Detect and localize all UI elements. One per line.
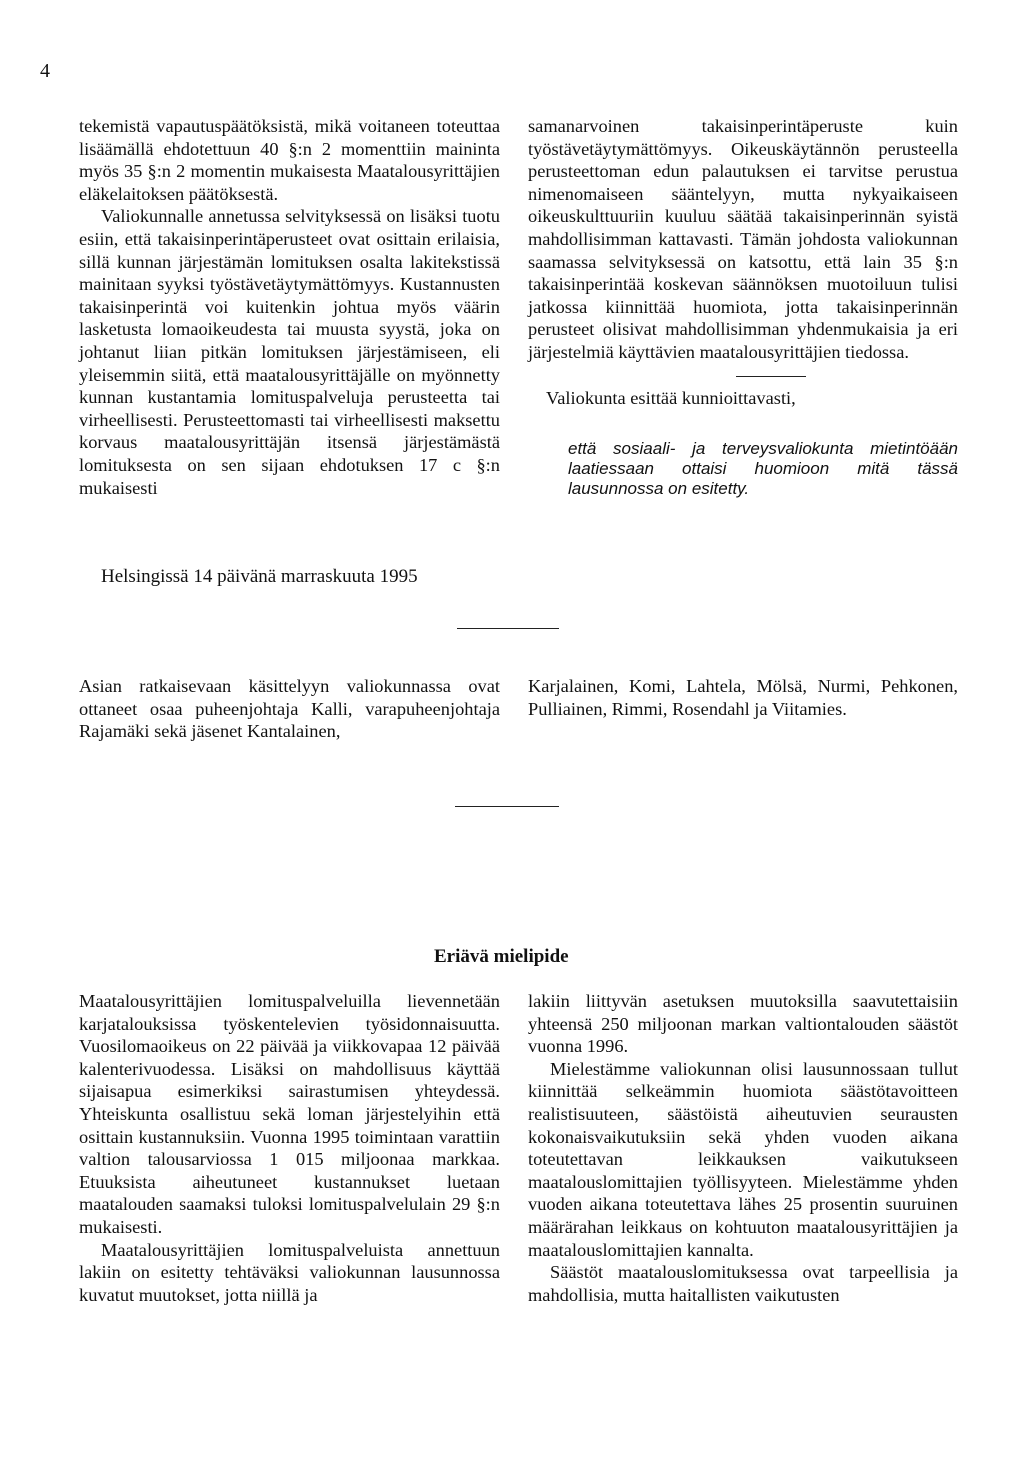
members-right-column — [528, 675, 958, 720]
divider — [457, 628, 559, 629]
paragraph: Säästöt maatalouslomituksessa ovat tarpeellisia ja mahdollisia, mutta haitallisten vaikutusten — [528, 1262, 958, 1305]
divider — [736, 376, 806, 377]
dissent-left-column — [79, 990, 500, 1306]
paragraph: Maatalousyrittäjien lomituspalveluista annettuun lakiin on esitetty tehtäväksi valiokunnan lausunnossa kuvatut muutokset, jotta niillä ja — [79, 1239, 500, 1305]
paragraph: Maatalousyrittäjien lomituspalveluilla lievennetään karjatalouksissa työskentelevien työsidonnaisuutta. Vuosilomaoikeus on 22 päivää ja viikkovapaa 12 päivää kalenterivuodessa. Lisäksi on mahdollisuus käyttää sijaisapua esimerkiksi sairastumisen yhteydessä. Yhteiskunta osallistuu sekä loman järjestelyihin että osittain kustannuksiin. Vuonna 1995 toimintaan varattiin valtion talousarviossa 1 015 miljoonaa markkaa. Etuuksista aiheutuneet kustannukset luetaan maatalouden saamaksi tuloksi lomituspalvelulain 29 §:n mukaisesti. — [79, 991, 500, 1237]
section-heading: Eriävä mielipide — [434, 946, 569, 967]
paragraph: tekemistä vapautuspäätöksistä, mikä voitaneen toteuttaa lisäämällä ehdotettuun 40 §:n 2 momenttiin maininta myös 35 §:n 2 momentin mukaisesta Maatalousyrittäjien eläkelaitoksen päätöksestä. — [79, 116, 500, 204]
dateline: Helsingissä 14 päivänä marraskuuta 1995 — [101, 566, 418, 587]
paragraph: Karjalainen, Komi, Lahtela, Mölsä, Nurmi, Pehkonen, Pulliainen, Rimmi, Rosendahl ja Viitamies. — [528, 676, 958, 719]
paragraph: Mielestämme valiokunnan olisi lausunnossaan tullut kiinnittää selkeämmin huomiota säästötavoitteen realistisuuteen, säästöistä aiheutuvien seurausten kokonaisvaikutuksiin sekä yhden vuoden aikana toteutettavan leikkauksen vaikutukseen maatalouslomittajien työllisyyteen. Mielestämme yhden vuoden aikana toteutettava lähes 25 prosentin suuruinen määrärahan leikkaus on kohtuuton maatalousyrittäjien ja maatalouslomittajien kannalta. — [528, 1058, 958, 1260]
dissent-right-column — [528, 990, 958, 1306]
proposal-text: että sosiaali- ja terveysvaliokunta mietintöään laatiessaan ottaisi huomioon mitä tässä lausunnossa on esitetty. — [568, 439, 958, 499]
page-number: 4 — [40, 60, 50, 82]
divider — [455, 806, 559, 807]
members-left-column — [79, 675, 500, 743]
paragraph: Valiokunnalle annetussa selvityksessä on lisäksi tuotu esiin, että takaisinperintäperusteet ovat osittain erilaisia, sillä kunnan järjestämän lomituksen osalta lakitekstissä mainitaan syyksi työstävetäytymättömyys. Kustannusten takaisinperintä voi kuitenkin johtua myös väärin lasketusta lomaoikeudesta tai muusta syystä, joka on johtanut liian pitkän lomituksen järjestämiseen, eli yleisemmin siitä, että maatalousyrittäjälle on myönnetty kunnan kustantamia lomituspalveluja perusteetta tai virheellisesti. Perusteettomasti tai virheellisesti maksettu korvaus maatalousyrittäjän itsensä järjestämästä lomituksesta on sen sijaan ehdotuksen 17 c §:n mukaisesti — [79, 206, 500, 498]
closing-statement: Valiokunta esittää kunnioittavasti, — [546, 387, 796, 408]
upper-right-column — [528, 115, 958, 499]
upper-left-column — [79, 115, 500, 499]
paragraph: Asian ratkaisevaan käsittelyyn valiokunnassa ovat ottaneet osaa puheenjohtaja Kalli, varapuheenjohtaja Rajamäki sekä jäsenet Kantalainen, — [79, 676, 500, 742]
paragraph: samanarvoinen takaisinperintäperuste kuin työstävetäytymättömyys. Oikeuskäytännön perusteella perusteettoman edun palautuksen ei tarvitse perustua nimenomaiseen sääntelyyn, mutta nykyaikaiseen oikeuskulttuuriin kuuluu säätää takaisinperinnän syistä mahdollisimman kattavasti. Tämän johdosta valiokunnan saamassa selvityksessä on katsottu, että lain 35 §:n takaisinperintää koskevan säännöksen muotoiluun tulisi jatkossa kiinnittää huomiota, jotta takaisinperinnän perusteet olisivat mahdollisimman yhdenmukaisia ja eri järjestelmiä käyttävien maatalousyrittäjien tiedossa. — [528, 116, 958, 362]
paragraph: lakiin liittyvän asetuksen muutoksilla saavutettaisiin yhteensä 250 miljoonan markan valtiontalouden säästöt vuonna 1996. — [528, 991, 958, 1057]
